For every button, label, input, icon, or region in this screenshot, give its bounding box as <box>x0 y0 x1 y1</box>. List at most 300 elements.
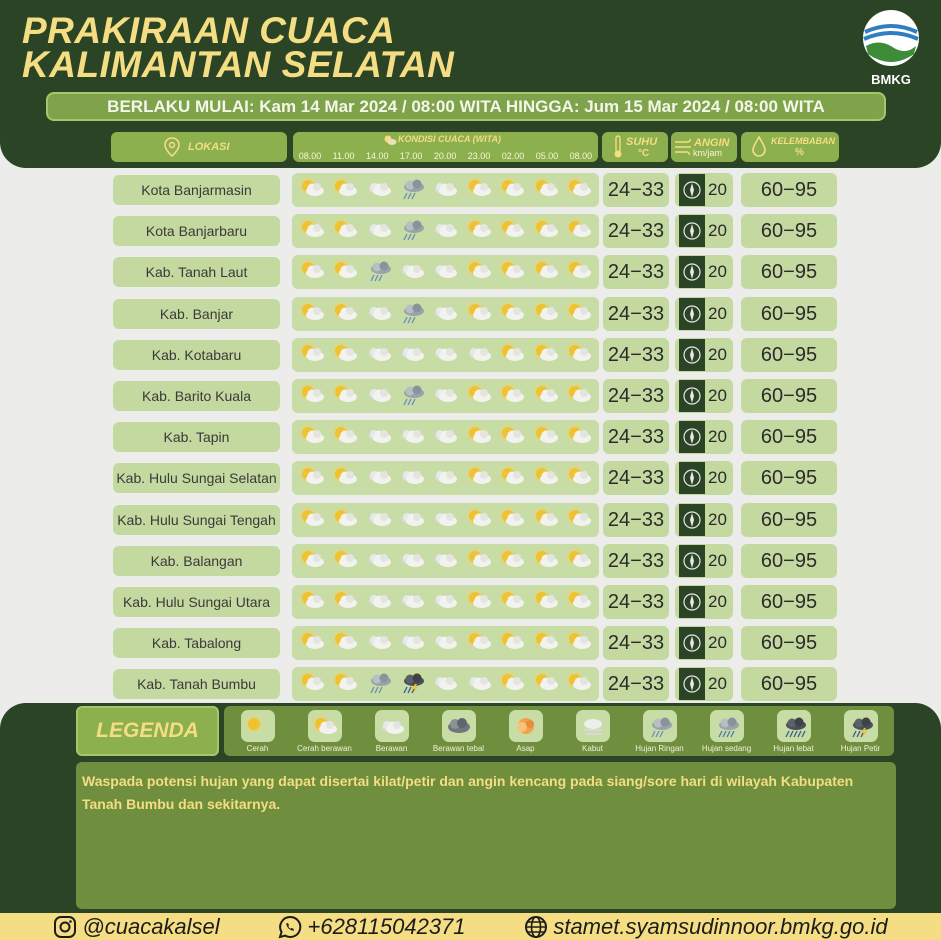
weather-cell <box>497 670 527 698</box>
weather-cell <box>531 300 561 328</box>
weather-icon-b <box>364 300 394 324</box>
weather-icon-cb <box>330 382 360 406</box>
weather-cell <box>464 300 494 328</box>
weather-cell <box>330 506 360 534</box>
wind-dial <box>679 380 705 412</box>
weather-cell <box>397 382 427 410</box>
weather-cell <box>397 588 427 616</box>
weather-cell <box>497 341 527 369</box>
weather-icon-cb <box>531 588 561 612</box>
weather-icon-cb <box>297 547 327 571</box>
humidity-value: 60−95 <box>741 173 837 207</box>
weather-icon-cb <box>531 506 561 530</box>
legend-icon <box>442 710 476 742</box>
legend-item <box>360 710 424 753</box>
wind-cell <box>675 255 733 289</box>
weather-icon-cb <box>330 341 360 365</box>
weather-cell <box>364 300 394 328</box>
wind-direction-icon <box>682 345 702 365</box>
legend-item <box>293 710 357 753</box>
wind-cell <box>675 461 733 495</box>
wind-speed: 20 <box>708 386 727 405</box>
weather-cell <box>564 547 594 575</box>
wind-cell <box>675 379 733 413</box>
wind-speed: 20 <box>708 344 727 364</box>
weather-cell <box>564 258 594 286</box>
weather-icon-cb <box>564 341 594 365</box>
location-name: Kab. Hulu Sungai Utara <box>113 587 280 617</box>
legend-icon <box>710 710 744 742</box>
location-name: Kota Banjarmasin <box>113 175 280 205</box>
thermometer-icon <box>612 135 624 159</box>
header-wind-unit: km/jam <box>693 148 722 158</box>
legend-strip <box>224 706 894 756</box>
weather-cell <box>430 258 460 286</box>
weather-icon-cb <box>330 176 360 200</box>
legend-item <box>561 710 625 753</box>
weather-cell <box>297 547 327 575</box>
weather-icon-b <box>430 176 460 200</box>
weather-icon-cb <box>531 629 561 653</box>
weather-cell <box>364 341 394 369</box>
weather-cell <box>464 341 494 369</box>
legend-label: Cerah <box>246 744 269 753</box>
temperature-value: 24−33 <box>603 297 669 331</box>
weather-cell <box>330 176 360 204</box>
weather-cell <box>430 300 460 328</box>
wind-direction-icon <box>682 468 702 488</box>
wind-dial <box>679 215 705 247</box>
table-row <box>0 461 941 495</box>
weather-icon-b <box>397 629 427 653</box>
temperature-value: 24−33 <box>603 585 669 619</box>
weather-cell <box>397 258 427 286</box>
weather-cell <box>297 670 327 698</box>
weather-icon-b <box>397 588 427 612</box>
wind-direction-icon <box>682 551 702 571</box>
wind-direction-icon <box>682 221 702 241</box>
weather-icon-a <box>511 714 541 738</box>
weather-cell <box>330 588 360 616</box>
weather-icon-b <box>364 176 394 200</box>
page-title-line2: KALIMANTAN SELATAN <box>22 44 455 85</box>
weather-cell <box>464 382 494 410</box>
weather-cell <box>531 629 561 657</box>
location-name: Kab. Balangan <box>113 546 280 576</box>
legend-label: Kabut <box>582 744 603 753</box>
weather-cell <box>364 670 394 698</box>
legend-icon <box>844 710 878 742</box>
weather-icon-cb <box>564 506 594 530</box>
weather-cell <box>397 670 427 698</box>
weather-icon-cb <box>464 629 494 653</box>
temperature-value: 24−33 <box>603 626 669 660</box>
weather-icon-b <box>464 670 494 694</box>
legend-icon <box>777 710 811 742</box>
weather-cell <box>330 300 360 328</box>
humidity-value: 60−95 <box>741 297 837 331</box>
weather-cell <box>430 423 460 451</box>
header-humidity-unit: % <box>795 147 804 158</box>
legend-item <box>695 710 759 753</box>
humidity-value: 60−95 <box>741 667 837 701</box>
weather-cell <box>397 506 427 534</box>
weather-cell <box>297 423 327 451</box>
weather-conditions <box>292 338 599 372</box>
weather-icon-b <box>364 217 394 241</box>
wind-cell <box>675 173 733 207</box>
cloud-sun-icon <box>383 134 397 146</box>
bmkg-logo-icon <box>858 8 924 68</box>
weather-icon-c <box>243 714 273 738</box>
wind-dial <box>679 668 705 700</box>
instagram-contact[interactable] <box>53 914 219 940</box>
wind-dial <box>679 256 705 288</box>
weather-icon-cb <box>564 258 594 282</box>
weather-icon-cb <box>297 629 327 653</box>
weather-icon-hr <box>364 670 394 694</box>
weather-cell <box>464 506 494 534</box>
location-name: Kab. Tanah Bumbu <box>113 669 280 699</box>
wind-speed: 20 <box>708 592 727 611</box>
humidity-value: 60−95 <box>741 544 837 578</box>
weather-icon-cb <box>497 547 527 571</box>
weather-conditions <box>292 379 599 413</box>
weather-cell <box>531 464 561 492</box>
forecast-time-5: 23.00 <box>467 151 491 161</box>
header-location-label: LOKASI <box>188 141 230 153</box>
weather-icon-cb <box>531 423 561 447</box>
weather-cell <box>497 629 527 657</box>
humidity-value: 60−95 <box>741 585 837 619</box>
weather-icon-cb <box>330 588 360 612</box>
weather-icon-cb <box>497 670 527 694</box>
instagram-icon <box>53 915 77 939</box>
temperature-value: 24−33 <box>603 379 669 413</box>
weather-icon-b <box>397 464 427 488</box>
weather-icon-b <box>364 423 394 447</box>
weather-icon-b <box>364 547 394 571</box>
weather-cell <box>330 464 360 492</box>
weather-cell <box>531 547 561 575</box>
weather-icon-cb <box>531 464 561 488</box>
weather-icon-cb <box>497 423 527 447</box>
weather-icon-cb <box>330 258 360 282</box>
weather-icon-hl <box>779 714 809 738</box>
wind-speed: 20 <box>708 550 727 570</box>
wind-speed: 20 <box>708 180 727 199</box>
humidity-value: 60−95 <box>741 379 837 413</box>
temperature-value: 24−33 <box>603 544 669 578</box>
weather-cell <box>464 423 494 451</box>
header-humidity-label: KELEMBABAN <box>771 136 835 146</box>
forecast-time-6: 02.00 <box>501 151 525 161</box>
temperature-value: 24−33 <box>603 338 669 372</box>
wind-speed: 20 <box>708 468 727 488</box>
location-name: Kab. Banjar <box>113 299 280 329</box>
weather-cell <box>464 258 494 286</box>
location-name: Kab. Tanah Laut <box>113 257 280 287</box>
weather-cell <box>430 629 460 657</box>
weather-cell <box>297 506 327 534</box>
humidity-value: 60−95 <box>741 255 837 289</box>
legend-label: Cerah berawan <box>297 744 352 753</box>
header-location <box>111 132 287 162</box>
weather-cell <box>430 464 460 492</box>
wind-direction-icon <box>682 262 702 282</box>
weather-cell <box>397 423 427 451</box>
weather-icon-cb <box>330 547 360 571</box>
weather-icon-cb <box>464 547 494 571</box>
wind-speed: 20 <box>708 221 727 241</box>
weather-conditions <box>292 503 599 537</box>
legend-item <box>628 710 692 753</box>
weather-cell <box>364 588 394 616</box>
weather-cell <box>430 217 460 245</box>
wind-direction-icon <box>682 386 702 406</box>
footer-bar <box>0 913 941 940</box>
location-name: Kab. Hulu Sungai Tengah <box>113 505 280 535</box>
wind-speed: 20 <box>708 633 727 653</box>
weather-cell <box>564 670 594 698</box>
humidity-value: 60−95 <box>741 420 837 454</box>
weather-cell <box>364 464 394 492</box>
weather-icon-cb <box>297 506 327 530</box>
weather-icon-cb <box>330 464 360 488</box>
temperature-value: 24−33 <box>603 503 669 537</box>
whatsapp-icon <box>278 915 302 939</box>
weather-cell <box>531 341 561 369</box>
weather-cell <box>330 258 360 286</box>
temperature-value: 24−33 <box>603 461 669 495</box>
weather-icon-cb <box>564 588 594 612</box>
legend-label: Hujan lebat <box>773 744 814 753</box>
weather-cell <box>430 547 460 575</box>
weather-cell <box>297 176 327 204</box>
weather-icon-cb <box>330 423 360 447</box>
weather-icon-cb <box>497 464 527 488</box>
temperature-value: 24−33 <box>603 255 669 289</box>
legend-item <box>829 710 893 753</box>
table-row <box>0 420 941 454</box>
legend-label: Hujan sedang <box>701 744 752 753</box>
weather-icon-cb <box>464 588 494 612</box>
table-row <box>0 214 941 248</box>
weather-cell <box>430 176 460 204</box>
wind-dial <box>679 462 705 494</box>
weather-cell <box>497 547 527 575</box>
legend-label: Berawan <box>375 744 408 753</box>
forecast-time-8: 08.00 <box>569 151 593 161</box>
weather-cell <box>330 217 360 245</box>
table-row <box>0 173 941 207</box>
weather-icon-b <box>397 506 427 530</box>
forecast-times <box>293 151 598 161</box>
legend-icon <box>643 710 677 742</box>
forecast-time-2: 14.00 <box>365 151 389 161</box>
weather-cell <box>497 382 527 410</box>
weather-cell <box>364 258 394 286</box>
weather-cell <box>330 629 360 657</box>
weather-conditions <box>292 173 599 207</box>
weather-cell <box>497 300 527 328</box>
weather-cell <box>430 341 460 369</box>
table-row <box>0 544 941 578</box>
weather-cell <box>430 588 460 616</box>
table-row <box>0 255 941 289</box>
wind-dial <box>679 627 705 659</box>
weather-cell <box>364 629 394 657</box>
weather-cell <box>464 629 494 657</box>
weather-icon-b <box>364 629 394 653</box>
weather-cell <box>397 341 427 369</box>
weather-conditions <box>292 585 599 619</box>
weather-cell <box>497 258 527 286</box>
weather-cell <box>297 382 327 410</box>
weather-icon-b <box>430 300 460 324</box>
wind-cell <box>675 626 733 660</box>
weather-icon-hr <box>397 176 427 200</box>
header-temp-label: SUHU <box>626 136 658 148</box>
weather-cell <box>297 629 327 657</box>
table-row <box>0 338 941 372</box>
wind-dial <box>679 298 705 330</box>
legend-label: Asap <box>516 744 535 753</box>
weather-icon-hp <box>397 670 427 694</box>
weather-icon-cb <box>464 382 494 406</box>
weather-icon-cb <box>497 176 527 200</box>
weather-cell <box>464 176 494 204</box>
weather-icon-cb <box>330 629 360 653</box>
weather-cell <box>564 506 594 534</box>
weather-icon-cb <box>297 258 327 282</box>
weather-icon-cb <box>297 341 327 365</box>
legend-icon <box>576 710 610 742</box>
weather-icon-b <box>430 382 460 406</box>
website-url: stamet.syamsudinnoor.bmkg.go.id <box>553 913 888 939</box>
weather-icon-cb <box>464 464 494 488</box>
weather-cell <box>330 382 360 410</box>
temperature-value: 24−33 <box>603 420 669 454</box>
weather-icon-b <box>430 464 460 488</box>
wind-direction-icon <box>682 427 702 447</box>
weather-icon-cb <box>310 714 340 738</box>
wind-speed: 20 <box>708 427 727 447</box>
weather-icon-cb <box>564 423 594 447</box>
temperature-value: 24−33 <box>603 173 669 207</box>
table-row <box>0 379 941 413</box>
weather-cell <box>564 176 594 204</box>
weather-icon-b <box>430 547 460 571</box>
wind-direction-icon <box>682 180 702 200</box>
wind-icon <box>674 137 694 155</box>
legend-icon <box>375 710 409 742</box>
weather-cell <box>497 588 527 616</box>
weather-cell <box>464 464 494 492</box>
weather-icon-cb <box>497 300 527 324</box>
weather-icon-b <box>377 714 407 738</box>
weather-icon-hr <box>364 258 394 282</box>
weather-cell <box>430 506 460 534</box>
weather-icon-cb <box>330 300 360 324</box>
weather-conditions <box>292 214 599 248</box>
wind-direction-icon <box>682 633 702 653</box>
wind-dial <box>679 174 705 206</box>
weather-icon-cb <box>564 547 594 571</box>
weather-icon-cb <box>330 506 360 530</box>
wind-speed: 20 <box>708 509 727 529</box>
weather-icon-b <box>430 588 460 612</box>
weather-icon-cb <box>531 300 561 324</box>
weather-icon-cb <box>464 258 494 282</box>
location-name: Kota Banjarbaru <box>113 216 280 246</box>
weather-icon-cb <box>531 547 561 571</box>
weather-cell <box>297 464 327 492</box>
legend-icon <box>241 710 275 742</box>
forecast-time-4: 20.00 <box>433 151 457 161</box>
wind-cell <box>675 420 733 454</box>
wind-cell <box>675 297 733 331</box>
weather-cell <box>330 670 360 698</box>
header-wind-label: ANGIN <box>694 137 730 149</box>
weather-icon-b <box>464 341 494 365</box>
humidity-value: 60−95 <box>741 214 837 248</box>
wind-cell <box>675 585 733 619</box>
weather-cell <box>297 217 327 245</box>
weather-icon-b <box>430 258 460 282</box>
weather-icon-bt <box>444 714 474 738</box>
weather-cell <box>564 382 594 410</box>
wind-direction-icon <box>682 674 702 694</box>
legend-item <box>494 710 558 753</box>
weather-icon-b <box>364 588 394 612</box>
page-title-line1: PRAKIRAAN CUACA <box>22 10 396 51</box>
website-contact[interactable] <box>524 914 887 940</box>
weather-conditions <box>292 255 599 289</box>
legend-label: Hujan Petir <box>840 744 881 753</box>
weather-icon-cb <box>497 341 527 365</box>
legend-item <box>427 710 491 753</box>
weather-icon-cb <box>464 217 494 241</box>
location-name: Kab. Tapin <box>113 422 280 452</box>
forecast-time-3: 17.00 <box>399 151 423 161</box>
whatsapp-contact[interactable] <box>278 914 465 940</box>
weather-cell <box>497 176 527 204</box>
weather-icon-cb <box>531 217 561 241</box>
weather-cell <box>531 382 561 410</box>
weather-cell <box>531 176 561 204</box>
wind-cell <box>675 503 733 537</box>
weather-icon-cb <box>497 382 527 406</box>
wind-speed: 20 <box>708 262 727 282</box>
weather-icon-cb <box>464 423 494 447</box>
weather-icon-cb <box>564 382 594 406</box>
forecast-time-0: 08.00 <box>298 151 322 161</box>
legend-item <box>226 710 290 753</box>
weather-icon-b <box>397 423 427 447</box>
instagram-handle: @cuacakalsel <box>82 913 220 939</box>
weather-icon-cb <box>497 506 527 530</box>
weather-cell <box>397 217 427 245</box>
weather-cell <box>397 547 427 575</box>
weather-icon-b <box>397 547 427 571</box>
wind-dial <box>679 504 705 536</box>
weather-conditions <box>292 667 599 701</box>
wind-cell <box>675 667 733 701</box>
weather-icon-b <box>430 506 460 530</box>
weather-icon-b <box>364 464 394 488</box>
weather-icon-cb <box>564 217 594 241</box>
